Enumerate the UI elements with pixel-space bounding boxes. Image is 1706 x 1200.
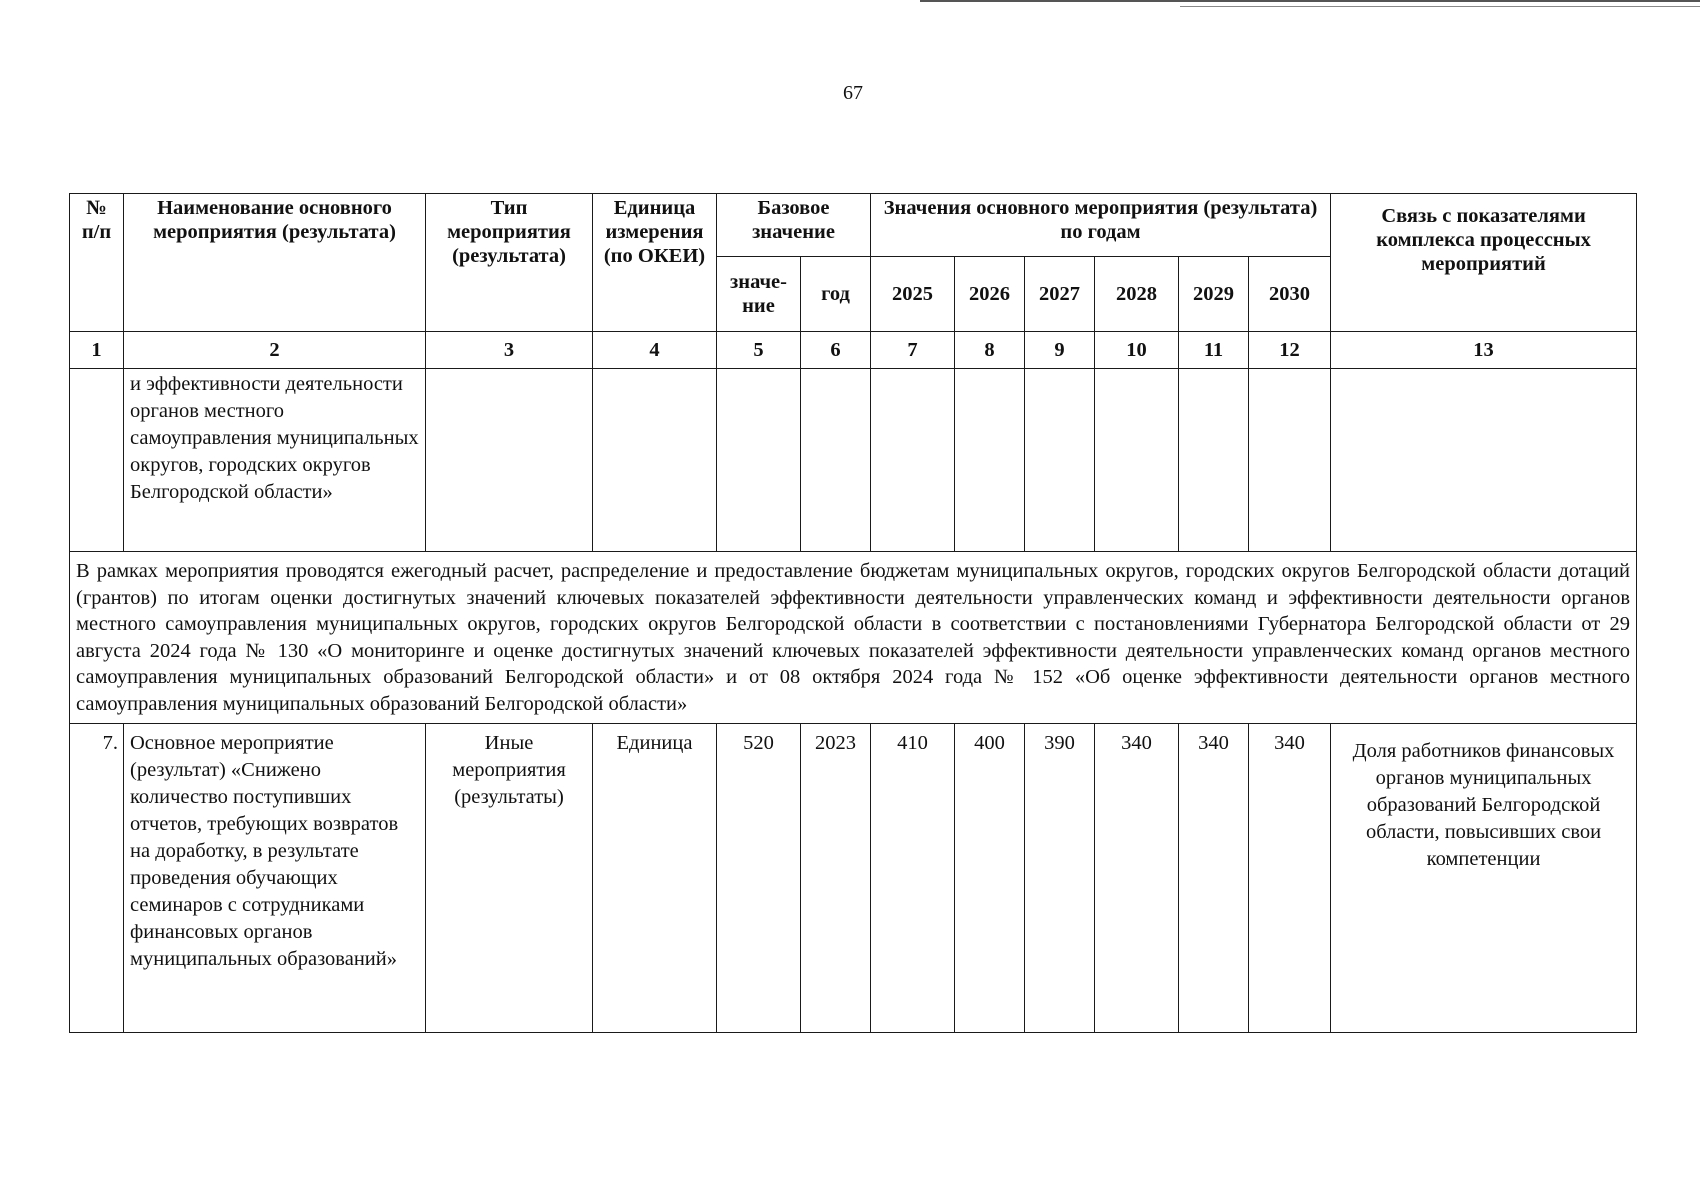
column-number: 3: [426, 332, 593, 369]
empty-cell: [1179, 369, 1249, 552]
empty-cell: [593, 369, 717, 552]
row-link: Доля работников финансовых органов муниципальных образований Белгородской области, повысивших свои компетенции: [1331, 724, 1637, 1033]
row-value-2027: 390: [1025, 724, 1095, 1033]
header-number: № п/п: [70, 194, 124, 332]
header-unit: Единица измерения (по ОКЕИ): [593, 194, 717, 332]
row-value-2030: 340: [1249, 724, 1331, 1033]
page-number: 67: [843, 82, 863, 104]
top-edge-rule: [920, 0, 1700, 2]
indicators-table: [69, 193, 1637, 1033]
empty-cell: [426, 369, 593, 552]
column-number: 6: [801, 332, 871, 369]
column-number-row: [70, 332, 1637, 369]
column-number: 2: [124, 332, 426, 369]
header-year-2027: 2027: [1025, 257, 1095, 332]
table-row: [70, 724, 1637, 1033]
header-row-top: [70, 194, 1637, 257]
row-base-value: 520: [717, 724, 801, 1033]
header-base-group: Базовое значение: [717, 194, 871, 257]
row-value-2028: 340: [1095, 724, 1179, 1033]
row-unit: Единица: [593, 724, 717, 1033]
column-number: 10: [1095, 332, 1179, 369]
header-year-2026: 2026: [955, 257, 1025, 332]
continued-row-number: [70, 369, 124, 552]
row-name: Основное мероприятие (результат) «Снижено количество поступивших отчетов, требующих возвратов на доработку, в результате проведения обучающих семинаров с сотрудниками финансовых органов муниципальных образований»: [124, 724, 426, 1033]
header-year-2030: 2030: [1249, 257, 1331, 332]
row-base-year: 2023: [801, 724, 871, 1033]
header-year-2025: 2025: [871, 257, 955, 332]
empty-cell: [1025, 369, 1095, 552]
empty-cell: [801, 369, 871, 552]
column-number: 7: [871, 332, 955, 369]
column-number: 9: [1025, 332, 1095, 369]
column-number: 11: [1179, 332, 1249, 369]
header-year-2029: 2029: [1179, 257, 1249, 332]
header-year-2028: 2028: [1095, 257, 1179, 332]
column-number: 4: [593, 332, 717, 369]
description-text: В рамках мероприятия проводятся ежегодный расчет, распределение и предоставление бюджетам муниципальных округов, городских округов Белгородской области дотаций (грантов) по итогам оценки достигнутых значений ключевых показателей эффективности деятельности управленческих команд и эффективности деятельности органов местного самоуправления муниципальных округов, городских округов Белгородской области в соответствии с постановлениями Губернатора Белгородской области от 29 августа 2024 года № 130 «О мониторинге и оценке достигнутых значений ключевых показателей эффективности деятельности управленческих команд органов местного самоуправления муниципальных образований Белгородской области» и от 08 октября 2024 года № 152 «Об оценке эффективности деятельности органов местного самоуправления муниципальных образований Белгородской области»: [70, 552, 1637, 724]
column-number: 1: [70, 332, 124, 369]
column-number: 13: [1331, 332, 1637, 369]
continued-row-name: и эффективности деятельности органов местного самоуправления муниципальных округов, городских округов Белгородской области»: [124, 369, 426, 552]
header-base-year: год: [801, 257, 871, 332]
header-name: Наименование основного мероприятия (результата): [124, 194, 426, 332]
header-base-value: значе-ние: [717, 257, 801, 332]
row-value-2026: 400: [955, 724, 1025, 1033]
empty-cell: [871, 369, 955, 552]
continued-row: [70, 369, 1637, 552]
column-number: 8: [955, 332, 1025, 369]
empty-cell: [1331, 369, 1637, 552]
header-type: Тип мероприятия (результата): [426, 194, 593, 332]
top-edge-rule-secondary: [1180, 6, 1700, 7]
row-number: 7.: [70, 724, 124, 1033]
empty-cell: [1095, 369, 1179, 552]
description-row: [70, 552, 1637, 724]
column-number: 5: [717, 332, 801, 369]
header-link: Связь с показателями комплекса процессных мероприятий: [1331, 194, 1637, 332]
column-number: 12: [1249, 332, 1331, 369]
empty-cell: [717, 369, 801, 552]
row-type: Иные мероприятия (результаты): [426, 724, 593, 1033]
row-value-2025: 410: [871, 724, 955, 1033]
empty-cell: [1249, 369, 1331, 552]
row-value-2029: 340: [1179, 724, 1249, 1033]
empty-cell: [955, 369, 1025, 552]
header-years-group: Значения основного мероприятия (результата) по годам: [871, 194, 1331, 257]
